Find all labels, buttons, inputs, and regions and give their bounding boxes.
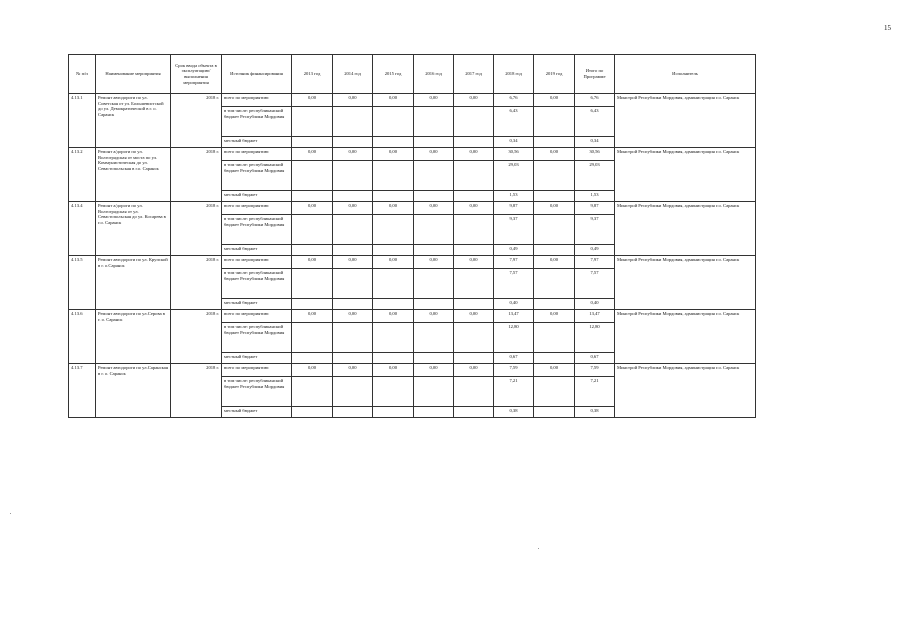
cell-empty	[333, 407, 373, 418]
cell-empty	[292, 161, 333, 191]
cell-value-2018: 6,43	[494, 107, 534, 137]
cell-empty	[292, 191, 333, 202]
table-header-row	[69, 55, 756, 94]
cell-empty	[333, 269, 373, 299]
cell-empty	[534, 107, 575, 137]
cell-value-2013: 0,00	[292, 94, 333, 107]
cell-empty	[534, 407, 575, 418]
header-term: Срок ввода объекта в эксплуатацию/ выполнения мероприятия	[171, 55, 222, 94]
cell-value-2015: 0,00	[373, 256, 414, 269]
cell-empty	[292, 353, 333, 364]
cell-empty	[534, 299, 575, 310]
cell-empty	[292, 245, 333, 256]
cell-value-2018: 7,21	[494, 377, 534, 407]
cell-value-total: 9,37	[575, 215, 615, 245]
cell-value-2017: 0,00	[454, 310, 494, 323]
cell-value-total: 0,34	[575, 137, 615, 148]
cell-value-2013: 0,00	[292, 148, 333, 161]
cell-value-2014: 0,00	[333, 94, 373, 107]
cell-empty	[373, 407, 414, 418]
cell-empty	[414, 299, 454, 310]
header-source: Источник финансирования	[222, 55, 292, 94]
cell-source: всего по мероприятию:	[222, 202, 292, 215]
cell-value-2018: 0,34	[494, 137, 534, 148]
cell-value-2015: 0,00	[373, 148, 414, 161]
cell-empty	[373, 353, 414, 364]
cell-value-2017: 0,00	[454, 148, 494, 161]
cell-source: в том числе: республиканский бюджет Республики Мордовия	[222, 323, 292, 353]
cell-empty	[534, 191, 575, 202]
cell-empty	[333, 323, 373, 353]
cell-value-2018: 0,67	[494, 353, 534, 364]
cell-value-2017: 0,00	[454, 94, 494, 107]
cell-empty	[292, 323, 333, 353]
header-2019: 2019 год	[534, 55, 575, 94]
header-2018: 2018 год	[494, 55, 534, 94]
cell-empty	[414, 245, 454, 256]
header-2015: 2015 год	[373, 55, 414, 94]
cell-source: в том числе: республиканский бюджет Республики Мордовия	[222, 215, 292, 245]
cell-source: местный бюджет	[222, 407, 292, 418]
cell-num: 4.13.5	[69, 256, 96, 310]
cell-empty	[414, 377, 454, 407]
cell-value-2017: 0,00	[454, 202, 494, 215]
header-2013: 2013 год	[292, 55, 333, 94]
cell-empty	[333, 107, 373, 137]
cell-value-2016: 0,00	[414, 364, 454, 377]
cell-value-2014: 0,00	[333, 256, 373, 269]
table-row	[69, 202, 756, 215]
cell-empty	[333, 299, 373, 310]
cell-value-2013: 0,00	[292, 256, 333, 269]
cell-value-2013: 0,00	[292, 202, 333, 215]
cell-empty	[333, 137, 373, 148]
cell-value-total: 0,40	[575, 299, 615, 310]
cell-empty	[534, 245, 575, 256]
cell-empty	[454, 353, 494, 364]
cell-empty	[373, 269, 414, 299]
cell-term: 2018 г.	[171, 148, 222, 202]
cell-value-total: 6,43	[575, 107, 615, 137]
cell-empty	[373, 137, 414, 148]
cell-empty	[414, 107, 454, 137]
header-2017: 2017 год	[454, 55, 494, 94]
cell-empty	[454, 137, 494, 148]
cell-value-total: 7,59	[575, 364, 615, 377]
cell-empty	[414, 191, 454, 202]
scan-speck	[538, 548, 539, 549]
cell-value-2016: 0,00	[414, 310, 454, 323]
cell-term: 2018 г.	[171, 256, 222, 310]
cell-num: 4.13.1	[69, 94, 96, 148]
cell-value-2013: 0,00	[292, 364, 333, 377]
cell-value-2016: 0,00	[414, 148, 454, 161]
page-number: 15	[884, 24, 891, 32]
table-row	[69, 148, 756, 161]
cell-source: всего по мероприятию:	[222, 364, 292, 377]
table-row	[69, 364, 756, 377]
cell-empty	[292, 137, 333, 148]
cell-empty	[414, 161, 454, 191]
cell-empty	[534, 137, 575, 148]
table-row	[69, 256, 756, 269]
cell-source: местный бюджет	[222, 245, 292, 256]
cell-empty	[414, 407, 454, 418]
cell-source: местный бюджет	[222, 353, 292, 364]
cell-name: Ремонт автодороги по ул. Советская от ул. Большевистской до ул. Демократической в г. о. Саранск	[96, 94, 171, 148]
cell-executor: Минстрой Республики Мордовия, администрация г.о. Саранск	[615, 364, 756, 418]
cell-num: 4.13.7	[69, 364, 96, 418]
cell-empty	[454, 269, 494, 299]
cell-empty	[534, 161, 575, 191]
cell-empty	[454, 191, 494, 202]
cell-source: в том числе: республиканский бюджет Республики Мордовия	[222, 377, 292, 407]
cell-empty	[292, 215, 333, 245]
cell-value-2018: 0,49	[494, 245, 534, 256]
cell-value-2015: 0,00	[373, 364, 414, 377]
cell-empty	[454, 245, 494, 256]
cell-value-2018: 12,80	[494, 323, 534, 353]
cell-num: 4.13.6	[69, 310, 96, 364]
cell-empty	[454, 107, 494, 137]
cell-source: всего по мероприятию:	[222, 310, 292, 323]
cell-value-total: 7,57	[575, 269, 615, 299]
header-2016: 2016 год	[414, 55, 454, 94]
cell-value-2016: 0,00	[414, 256, 454, 269]
cell-empty	[534, 377, 575, 407]
cell-source: местный бюджет	[222, 191, 292, 202]
cell-value-2018: 13,47	[494, 310, 534, 323]
cell-empty	[333, 215, 373, 245]
cell-value-2014: 0,00	[333, 310, 373, 323]
cell-source: местный бюджет	[222, 137, 292, 148]
cell-empty	[333, 245, 373, 256]
cell-value-2019: 0,00	[534, 364, 575, 377]
cell-empty	[534, 269, 575, 299]
cell-empty	[292, 299, 333, 310]
cell-empty	[534, 353, 575, 364]
cell-empty	[534, 215, 575, 245]
cell-value-2018: 7,97	[494, 256, 534, 269]
cell-value-2018: 0,40	[494, 299, 534, 310]
cell-value-2016: 0,00	[414, 94, 454, 107]
header-num: № п/п	[69, 55, 96, 94]
cell-value-2019: 0,00	[534, 310, 575, 323]
cell-value-total: 12,80	[575, 323, 615, 353]
cell-value-2018: 6,76	[494, 94, 534, 107]
header-2014: 2014 год	[333, 55, 373, 94]
cell-empty	[454, 377, 494, 407]
cell-source: в том числе: республиканский бюджет Республики Мордовия	[222, 107, 292, 137]
cell-empty	[373, 191, 414, 202]
cell-empty	[414, 269, 454, 299]
cell-empty	[292, 377, 333, 407]
cell-source: всего по мероприятию:	[222, 256, 292, 269]
cell-value-2018: 0,38	[494, 407, 534, 418]
cell-empty	[414, 137, 454, 148]
cell-empty	[373, 299, 414, 310]
scan-speck	[10, 513, 11, 514]
table-body	[69, 94, 756, 418]
program-table	[68, 54, 756, 418]
cell-empty	[373, 245, 414, 256]
header-total: Итого по Программе	[575, 55, 615, 94]
cell-empty	[292, 269, 333, 299]
cell-empty	[373, 107, 414, 137]
cell-value-total: 0,67	[575, 353, 615, 364]
cell-empty	[454, 215, 494, 245]
cell-value-total: 6,76	[575, 94, 615, 107]
cell-executor: Минстрой Республики Мордовия, администрация г.о. Саранск	[615, 256, 756, 310]
cell-source: местный бюджет	[222, 299, 292, 310]
cell-empty	[373, 323, 414, 353]
cell-name: Ремонт а/дороги по ул. Волгоградская от моста по ул. Коммунистическая до ул. Севастопольская в г.о. Саранск	[96, 148, 171, 202]
cell-value-2017: 0,00	[454, 364, 494, 377]
cell-value-2018: 30,56	[494, 148, 534, 161]
cell-value-2014: 0,00	[333, 364, 373, 377]
cell-empty	[333, 161, 373, 191]
table-row	[69, 310, 756, 323]
cell-value-2018: 9,87	[494, 202, 534, 215]
cell-value-2019: 0,00	[534, 94, 575, 107]
cell-value-total: 30,56	[575, 148, 615, 161]
cell-empty	[333, 191, 373, 202]
cell-name: Ремонт автодороги по ул.Саранская в г. о. Саранск	[96, 364, 171, 418]
cell-executor: Минстрой Республики Мордовия, администрация г.о. Саранск	[615, 94, 756, 148]
cell-value-2018: 9,37	[494, 215, 534, 245]
cell-value-2017: 0,00	[454, 256, 494, 269]
cell-executor: Минстрой Республики Мордовия, администрация г.о. Саранск	[615, 310, 756, 364]
cell-value-2019: 0,00	[534, 256, 575, 269]
cell-empty	[333, 353, 373, 364]
cell-value-total: 9,87	[575, 202, 615, 215]
cell-empty	[454, 323, 494, 353]
cell-term: 2018 г.	[171, 94, 222, 148]
cell-empty	[292, 107, 333, 137]
cell-value-2013: 0,00	[292, 310, 333, 323]
cell-empty	[373, 161, 414, 191]
cell-value-2015: 0,00	[373, 94, 414, 107]
cell-value-2018: 7,57	[494, 269, 534, 299]
cell-value-2019: 0,00	[534, 202, 575, 215]
cell-value-total: 7,21	[575, 377, 615, 407]
cell-empty	[534, 323, 575, 353]
cell-empty	[414, 215, 454, 245]
cell-value-2016: 0,00	[414, 202, 454, 215]
cell-empty	[454, 407, 494, 418]
cell-empty	[414, 353, 454, 364]
cell-empty	[454, 161, 494, 191]
cell-name: Ремонт автодороги по ул.Серова в г. о. Саранск	[96, 310, 171, 364]
cell-source: всего по мероприятию:	[222, 148, 292, 161]
cell-value-2019: 0,00	[534, 148, 575, 161]
cell-value-2014: 0,00	[333, 202, 373, 215]
cell-value-2018: 29,03	[494, 161, 534, 191]
header-name: Наименование мероприятия	[96, 55, 171, 94]
cell-value-total: 0,38	[575, 407, 615, 418]
cell-term: 2018 г.	[171, 364, 222, 418]
header-executor: Исполнитель	[615, 55, 756, 94]
table-row	[69, 94, 756, 107]
cell-source: всего по мероприятию:	[222, 94, 292, 107]
cell-name: Ремонт автодороги по ул. Крупской в г. о.Саранск	[96, 256, 171, 310]
cell-empty	[373, 377, 414, 407]
cell-name: Ремонт а/дороги по ул. Волгоградская от ул. Севастопольская до ул. Косарева в г.о. Саранск	[96, 202, 171, 256]
cell-source: в том числе: республиканский бюджет Республики Мордовия	[222, 269, 292, 299]
cell-empty	[333, 377, 373, 407]
cell-num: 4.13.4	[69, 202, 96, 256]
cell-value-total: 0,49	[575, 245, 615, 256]
cell-value-2015: 0,00	[373, 310, 414, 323]
cell-empty	[454, 299, 494, 310]
cell-value-total: 1,53	[575, 191, 615, 202]
cell-empty	[414, 323, 454, 353]
cell-value-2014: 0,00	[333, 148, 373, 161]
cell-value-total: 29,03	[575, 161, 615, 191]
cell-empty	[373, 215, 414, 245]
cell-term: 2018 г.	[171, 202, 222, 256]
cell-term: 2018 г.	[171, 310, 222, 364]
cell-empty	[292, 407, 333, 418]
cell-executor: Минстрой Республики Мордовия, администрация г.о. Саранск	[615, 202, 756, 256]
cell-executor: Минстрой Республики Мордовия, администрация г.о. Саранск	[615, 148, 756, 202]
cell-source: в том числе: республиканский бюджет Республики Мордовия	[222, 161, 292, 191]
cell-value-2018: 7,59	[494, 364, 534, 377]
cell-value-2018: 1,53	[494, 191, 534, 202]
cell-value-total: 7,97	[575, 256, 615, 269]
cell-value-total: 13,47	[575, 310, 615, 323]
cell-value-2015: 0,00	[373, 202, 414, 215]
cell-num: 4.13.2	[69, 148, 96, 202]
